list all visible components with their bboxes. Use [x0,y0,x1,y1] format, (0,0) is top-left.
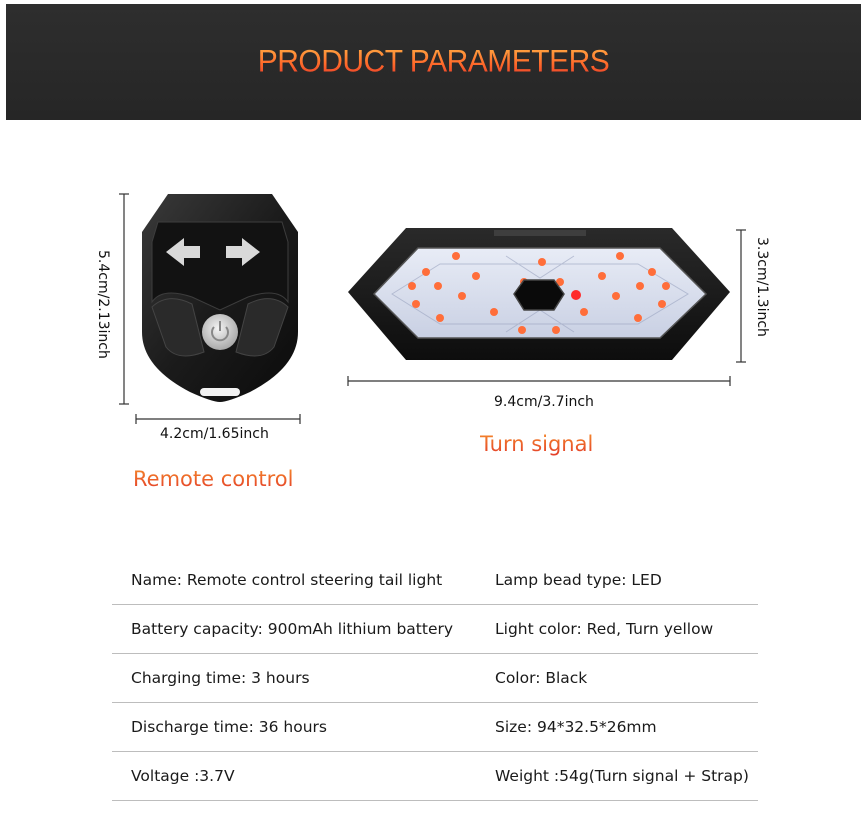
remote-width-dimension [134,413,304,425]
table-row [112,605,758,654]
remote-height-label: 5.4cm/2.13inch [95,250,111,359]
param-right: Weight :54g(Turn signal + Strap) [495,767,749,785]
table-row [112,654,758,703]
param-right: Color: Black [495,669,588,687]
param-right: Lamp bead type: LED [495,571,662,589]
signal-width-dimension [346,375,734,387]
param-left: Discharge time: 36 hours [131,718,327,736]
table-row [112,752,758,801]
signal-caption: Turn signal [480,432,594,456]
remote-caption: Remote control [133,467,294,491]
table-row [112,703,758,752]
param-left: Voltage :3.7V [131,767,235,785]
remote-width-label: 4.2cm/1.65inch [160,426,269,442]
signal-height-dimension [735,228,747,364]
param-left: Name: Remote control steering tail light [131,571,443,589]
page-title: PRODUCT PARAMETERS [257,44,610,79]
signal-height-label: 3.3cm/1.3inch [754,237,770,337]
param-right: Size: 94*32.5*26mm [495,718,657,736]
signal-width-label: 9.4cm/3.7inch [494,394,594,410]
remote-height-dimension [118,192,130,406]
header-banner [6,4,861,120]
remote-control-device-icon [138,192,302,404]
turn-signal-light-icon [346,226,732,364]
parameters-table [112,556,758,801]
param-right: Light color: Red, Turn yellow [495,620,714,638]
table-row [112,556,758,605]
param-left: Battery capacity: 900mAh lithium battery [131,620,454,638]
param-left: Charging time: 3 hours [131,669,310,687]
power-button-icon [202,314,238,350]
